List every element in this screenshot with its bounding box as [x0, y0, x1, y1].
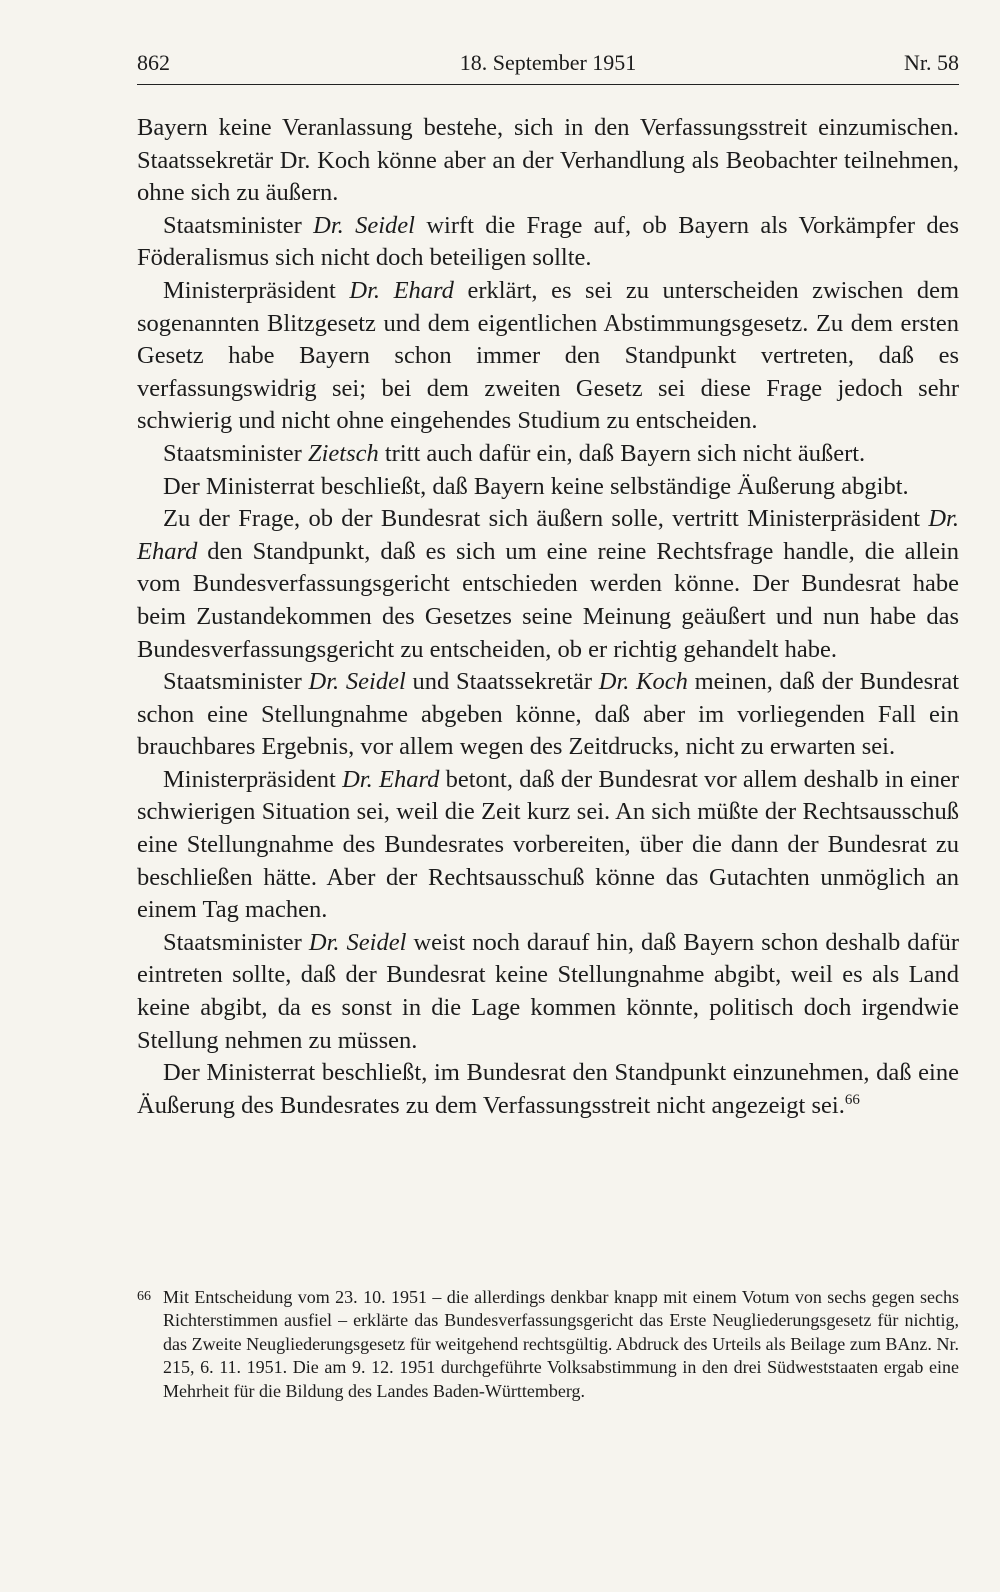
paragraph-text: Zu der Frage, ob der Bundesrat sich äußern solle, vertritt Ministerpräsident [163, 505, 929, 533]
paragraph [137, 275, 959, 438]
paragraph-text: wirft die Frage auf, ob Bayern als Vorkämpfer des Föderalismus sich nicht doch beteiligen sollte. [137, 211, 959, 272]
paragraph-text: Staatsminister [163, 211, 314, 239]
speaker-name: Dr. Seidel [308, 928, 407, 956]
issue-number: Nr. 58 [904, 50, 959, 75]
paragraph-text: meinen, daß der Bundesrat schon eine Stellungnahme abgeben könne, daß aber im vorliegenden Fall ein brauchbares Ergebnis, vor allem wegen des Zeitdrucks, nicht zu erwarten sei. [137, 668, 959, 761]
paragraph-text: Ministerpräsident [163, 765, 343, 793]
speaker-name: Dr. Ehard [137, 505, 959, 565]
header-date: 18. September 1951 [459, 50, 637, 75]
footnote-number: 66 [137, 1289, 151, 1304]
paragraph-text: tritt auch dafür ein, daß Bayern sich nicht äußert. [378, 439, 866, 467]
paragraph [137, 503, 959, 666]
footnote-reference: 66 [844, 1091, 860, 1108]
page-number: 862 [137, 50, 170, 75]
paragraph [137, 666, 959, 764]
paragraph-text: Der Ministerrat beschließt, im Bundesrat den Standpunkt einzunehmen, daß eine Äußerung des Bundesrates zu dem Verfassungsstreit nicht angezeigt sei. [137, 1059, 959, 1119]
paragraph-text: und Staatssekretär [405, 668, 599, 696]
paragraph-text: Ministerpräsident [163, 276, 350, 304]
paragraph-text: erklärt, es sei zu unterscheiden zwischen dem sogenannten Blitzgesetz und dem eigentlichen Abstimmungsgesetz. Zu dem ersten Gesetz habe Bayern schon immer den Standpunkt vertreten, daß es verfassungswidrig sei; bei dem zweiten Gesetz sei diese Frage jedoch sehr schwierig und nicht ohne eingehendes Studium zu entscheiden. [137, 276, 960, 435]
paragraph-text: den Standpunkt, daß es sich um eine reine Rechtsfrage handle, die allein vom Bundesverfassungsgericht entschieden werden könne. Der Bundesrat habe beim Zustandekommen des Gesetzes seine Meinung geäußert und nun habe das Bundesverfassungsgericht zu entscheiden, ob er richtig gehandelt habe. [137, 537, 959, 663]
paragraph-text: weist noch darauf hin, daß Bayern schon deshalb dafür eintreten sollte, daß der Bundesrat keine Stellungnahme abgibt, weil es als Land keine abgibt, da es sonst in die Lage kommen könnte, politisch doch irgendwie Stellung nehmen zu müssen. [137, 928, 959, 1054]
paragraph-text: Staatsminister [163, 928, 309, 956]
footnote [137, 1285, 959, 1403]
paragraph [137, 210, 959, 275]
paragraph [137, 471, 959, 504]
paragraph [137, 1057, 959, 1122]
speaker-name: Dr. Ehard [342, 765, 440, 793]
running-header [137, 50, 959, 80]
speaker-name: Dr. Seidel [308, 668, 406, 696]
paragraph [137, 438, 959, 471]
paragraph [137, 927, 959, 1057]
body-text [137, 112, 959, 1122]
paragraph [137, 112, 959, 210]
header-rule [137, 84, 959, 85]
paragraph [137, 764, 959, 927]
speaker-name: Dr. Seidel [313, 211, 415, 239]
paragraph-text: Bayern keine Veranlassung bestehe, sich in den Verfassungsstreit einzumischen. Staatssekretär Dr. Koch könne aber an der Verhandlung als Beobachter teilnehmen, ohne sich zu äußern. [137, 114, 959, 207]
paragraph-text: Der Ministerrat beschließt, daß Bayern keine selbständige Äußerung abgibt. [163, 472, 909, 500]
speaker-name: Zietsch [307, 439, 379, 467]
speaker-name: Dr. Ehard [349, 276, 454, 304]
paragraph-text: Staatsminister [163, 668, 309, 696]
paragraph-text: betont, daß der Bundesrat vor allem deshalb in einer schwierigen Situation sei, weil die Zeit kurz sei. An sich müßte der Rechtsausschuß eine Stellungnahme des Bundesrates vorbereiten, über die dann der Bundesrat zu beschließen hätte. Aber der Rechtsausschuß könne das Gutachten unmöglich an einem Tag machen. [137, 765, 959, 924]
speaker-name: Dr. Koch [598, 668, 688, 696]
paragraph-text: Staatsminister [163, 439, 308, 467]
footnote-text: Mit Entscheidung vom 23. 10. 1951 – die allerdings denkbar knapp mit einem Votum von sechs gegen sechs Richterstimmen ausfiel – erklärte das Bundesverfassungsgericht das Erste Neugliederungsgesetz für nichtig, das Zweite Neugliederungsgesetz für weitgehend rechtsgültig. Abdruck des Urteils als Beilage zum BAnz. Nr. 215, 6. 11. 1951. Die am 9. 12. 1951 durchgeführte Volksabstimmung in den drei Südweststaaten ergab eine Mehrheit für die Bildung des Landes Baden-Württemberg. [163, 1286, 959, 1401]
